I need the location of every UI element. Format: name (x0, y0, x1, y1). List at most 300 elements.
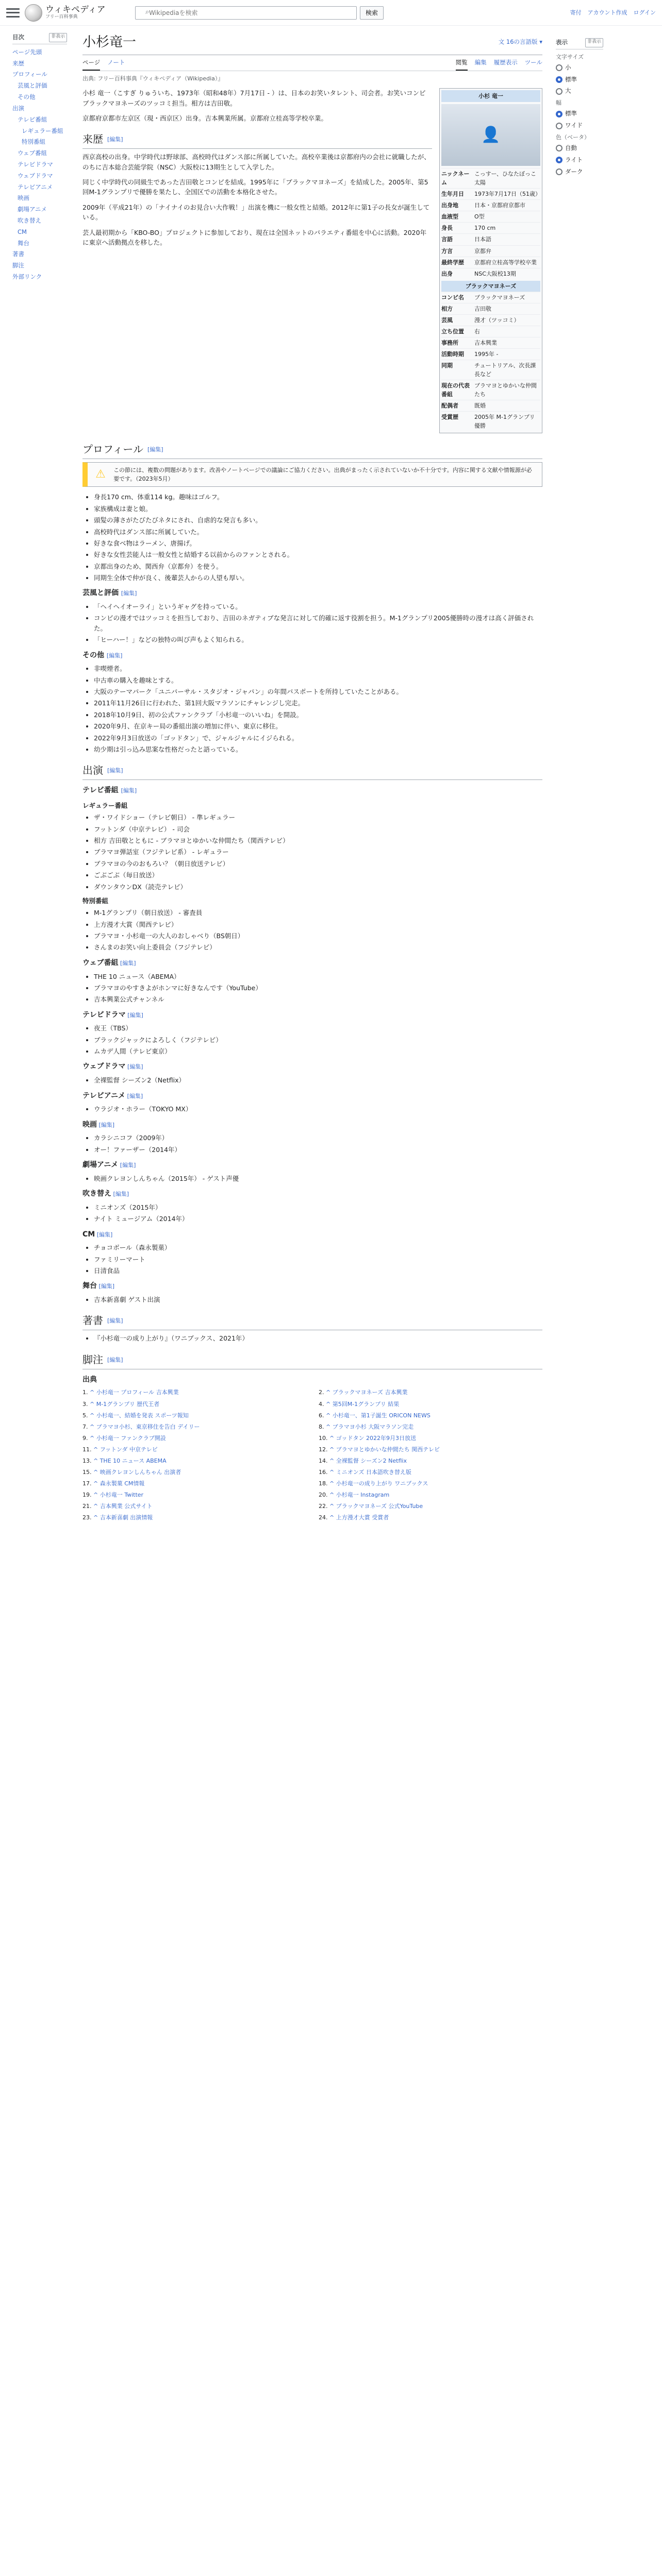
infobox-key: 同期 (441, 362, 453, 369)
infobox-row (441, 380, 540, 400)
infobox-value: 1995年 - (474, 350, 499, 358)
reference-link[interactable]: ^ 上方漫才大賞 受賞者 (329, 1514, 389, 1521)
infobox-key: 事務所 (441, 339, 458, 346)
reference-number: 7. (82, 1423, 90, 1430)
reference-link[interactable]: ^ 小杉竜一 Twitter (93, 1491, 144, 1498)
list-item: • ブラックジャックによろしく（フジテレビ） (94, 1035, 542, 1045)
toc-item[interactable]: ウェブドラマ (18, 172, 53, 179)
reference-number: 14. (319, 1457, 329, 1464)
toc-header (12, 33, 67, 44)
infobox-key: 方言 (441, 247, 453, 255)
list-item: • ブラマヨ弾話室（フジテレビ系） - レギュラー (94, 847, 542, 857)
film_anime-list (82, 1174, 542, 1183)
reference-item (319, 1479, 542, 1488)
infobox-value: 170 cm (474, 225, 496, 232)
list-item: • M-1グランプリ（朝日放送） - 審査員 (94, 908, 542, 918)
section-title: CM (82, 1230, 95, 1239)
reference-item (82, 1456, 306, 1465)
edit-movie-link[interactable]: [編集] (97, 1121, 115, 1128)
profile-photo[interactable]: 👤 (441, 104, 540, 166)
tab-history[interactable]: 履歴表示 (493, 59, 518, 66)
reference-number: 19. (82, 1491, 93, 1498)
reference-link[interactable]: ^ 小杉竜一、第1子誕生 ORICON NEWS (326, 1412, 431, 1419)
reference-item (319, 1411, 542, 1420)
edit-tv-link[interactable]: [編集] (121, 787, 137, 794)
dub-list (82, 1202, 542, 1224)
regular-list (82, 812, 542, 892)
radio-label: 標準 (565, 110, 577, 117)
section-heading-drama (82, 1010, 542, 1021)
section-heading-special: 特別番組 (82, 896, 109, 905)
reference-item (319, 1388, 542, 1397)
infobox-row (441, 411, 540, 431)
infobox-row (441, 233, 540, 245)
infobox-key: 生年月日 (441, 191, 464, 198)
list-item: • ダウンタウンDX（読売テレビ） (94, 882, 542, 892)
reference-number: 4. (319, 1400, 326, 1408)
infobox-key: ニックネーム (441, 171, 470, 187)
section-heading-anime (82, 1091, 542, 1102)
reference-link[interactable]: ^ 吉本興業 公式サイト (93, 1502, 153, 1510)
infobox-row (441, 188, 540, 199)
reference-item (82, 1434, 306, 1443)
infobox-row (441, 245, 540, 257)
radio-button[interactable] (556, 168, 562, 175)
infobox-value: こっすー、ひなたぼっこ 太陽 (474, 171, 537, 187)
toc-item[interactable]: 劇場アニメ (18, 206, 47, 213)
list-item: • ムカデ人間（テレビ東京） (94, 1046, 542, 1056)
reference-number: 13. (82, 1457, 93, 1464)
toc-item[interactable]: 吹き替え (18, 217, 41, 224)
radio-label: 標準 (565, 75, 577, 83)
tab-page[interactable]: ページ (82, 58, 100, 71)
reference-link[interactable]: ^ ブラックマヨネーズ 吉本興業 (326, 1389, 408, 1396)
list-item: • 「ヘイヘイオーライ」というギャグを持っている。 (94, 602, 542, 612)
list-item: • ナイト ミュージアム（2014年） (94, 1214, 542, 1224)
list-item: • ミニオンズ（2015年） (94, 1202, 542, 1212)
warning-icon: ⚠ (95, 468, 106, 481)
list-item: • 大阪のテーマパーク「ユニバーサル・スタジオ・ジャパン」の年間パスポートを所持していたことがある。 (94, 687, 542, 697)
list-item: • ウラジオ・ホラー（TOKYO MX） (94, 1104, 542, 1114)
appearance-header (556, 38, 603, 49)
width-label: 幅 (556, 99, 561, 107)
reference-number: 10. (319, 1434, 329, 1442)
list-item: • カラシニコフ（2009年） (94, 1133, 542, 1143)
radio-option[interactable] (556, 109, 603, 118)
list-item: • 2020年9月、在京キー局の番組出演の増加に伴い、東京に移住。 (94, 721, 542, 731)
reference-item (319, 1400, 542, 1409)
list-item: • 頭髪の薄さがたびたびネタにされ、自虐的な発言も多い。 (94, 515, 542, 525)
list-item: • 夜王（TBS） (94, 1023, 542, 1033)
infobox-key: 出身 (441, 270, 453, 277)
infobox (439, 88, 542, 433)
page-title: 小杉竜一 (82, 35, 137, 50)
page-tabs (82, 58, 542, 71)
width-options (556, 109, 603, 130)
section-title: ウェブ番組 (82, 958, 119, 967)
radio-button[interactable] (556, 111, 562, 117)
tab-talk[interactable]: ノート (107, 59, 125, 66)
list-item: • コンビの漫才ではツッコミを担当しており、吉田のネガティブな発言に対して的確に返す役割を担う。M-1グランプリ2005優勝時の漫才は高く評価された。 (94, 613, 542, 633)
appearance-subsections (82, 958, 542, 1305)
reference-number: 22. (319, 1502, 329, 1510)
reference-link[interactable]: ^ フットンダ 中京テレビ (93, 1446, 158, 1453)
tab-edit[interactable]: 編集 (474, 59, 487, 66)
profile-list (82, 492, 542, 583)
list-item: • さんまのお笑い向上委員会（フジテレビ） (94, 942, 542, 952)
section-heading-books: 著書 [編集] (82, 1313, 542, 1330)
reference-number: 6. (319, 1412, 326, 1419)
movie-list (82, 1133, 542, 1155)
reference-item (319, 1502, 542, 1511)
infobox-row (441, 348, 540, 360)
tab-tools[interactable]: ツール (524, 59, 542, 66)
reference-number: 8. (319, 1423, 326, 1430)
infobox-value: 吉田敬 (474, 305, 491, 312)
toc-item[interactable]: 脚注 (12, 262, 24, 269)
history-section (82, 152, 432, 247)
radio-button[interactable] (556, 157, 562, 163)
list-item: • ブラマヨの今のおもろい？（朝日放送テレビ） (94, 859, 542, 869)
list-item: • オー！ファーザー（2014年） (94, 1145, 542, 1155)
infobox-section: ブラックマヨネーズ (441, 281, 540, 292)
login-link[interactable]: ログイン (633, 9, 656, 16)
site-header (0, 0, 662, 26)
language-count: 16の言語版 (506, 38, 538, 46)
reference-number: 2. (319, 1389, 326, 1396)
toc-item[interactable]: 特別番組 (22, 138, 45, 146)
radio-option[interactable] (556, 121, 603, 130)
main-content (72, 26, 552, 1524)
list-item: • 京都出身のため、関西弁（京都弁）を使う。 (94, 562, 542, 571)
web-list (82, 972, 542, 1005)
reference-number: 9. (82, 1434, 90, 1442)
list-item: • 2011年11月26日に行われた、第1回大阪マラソンにチャレンジし完走。 (94, 698, 542, 708)
toc-item[interactable]: その他 (18, 93, 36, 101)
radio-option[interactable] (556, 144, 603, 153)
reference-item (319, 1422, 542, 1431)
toc-item[interactable]: 芸風と評価 (18, 82, 47, 90)
edit-film_anime-link[interactable]: [編集] (118, 1162, 136, 1169)
maintenance-notice (82, 462, 542, 487)
list-item: • 日清食品 (94, 1266, 542, 1276)
section-heading-film_anime (82, 1160, 542, 1171)
radio-button[interactable] (556, 123, 562, 129)
edit-books-link[interactable]: [編集] (107, 1317, 123, 1325)
section-heading-movie (82, 1120, 542, 1131)
list-item: • 家族構成は妻と娘。 (94, 504, 542, 514)
radio-option[interactable] (556, 167, 603, 177)
reference-item (82, 1445, 306, 1454)
reference-item (319, 1468, 542, 1477)
radio-button[interactable] (556, 145, 562, 151)
list-item: • ファミリーマート (94, 1255, 542, 1264)
create-account-link[interactable]: アカウント作成 (587, 9, 627, 16)
infobox-row (441, 314, 540, 326)
radio-button[interactable] (556, 64, 562, 71)
article-body-2 (82, 442, 542, 1524)
reference-link[interactable]: ^ ブラマヨ小杉、東京移住を告白 デイリー (90, 1423, 200, 1430)
reference-item (82, 1400, 306, 1409)
list-item: • 好きな女性芸能人は一般女性と結婚する以前からのファンとされる。 (94, 550, 542, 560)
infobox-value: ブラマヨとゆかいな仲間たち (474, 382, 537, 398)
infobox-row (441, 168, 540, 188)
infobox-value: 2005年 M-1グランプリ 優勝 (474, 414, 535, 430)
toc-item[interactable]: 映画 (18, 194, 29, 202)
radio-label: 小 (565, 63, 571, 71)
toc-item[interactable]: テレビ番組 (18, 115, 47, 123)
reference-number: 21. (82, 1502, 93, 1510)
edit-geifu-link[interactable]: [編集] (121, 590, 137, 597)
toc-sidebar (0, 26, 72, 1524)
list-item: • 映画クレヨンしんちゃん（2015年） - ゲスト声優 (94, 1174, 542, 1183)
text-size-options (556, 63, 603, 96)
reference-item (319, 1490, 542, 1499)
text-size-label: 文字サイズ (556, 53, 584, 60)
list-item: • 高校時代はダンス部に所属していた。 (94, 527, 542, 537)
toc-item[interactable]: 著書 (12, 250, 24, 258)
section-title: テレビドラマ (82, 1010, 126, 1019)
reference-number: 17. (82, 1480, 93, 1487)
edit-shutsuen-link[interactable]: [編集] (107, 767, 123, 774)
infobox-row (441, 199, 540, 211)
other-list (82, 664, 542, 754)
reference-item (82, 1411, 306, 1420)
infobox-key: 言語 (441, 236, 453, 243)
reference-link[interactable]: ^ 森永製菓 CM情報 (93, 1480, 145, 1487)
infobox-value: 漫才（ツッコミ） (474, 316, 520, 324)
reference-link[interactable]: ^ 小杉竜一 Instagram (329, 1491, 390, 1498)
reference-item (319, 1513, 542, 1522)
edit-web-link[interactable]: [編集] (118, 959, 136, 967)
section-title: 舞台 (82, 1282, 97, 1291)
section-heading-shutsuen: 出演 [編集] (82, 762, 542, 780)
reference-link[interactable]: ^ ミニオンズ 日本語吹き替え版 (329, 1468, 411, 1476)
reference-item (319, 1445, 542, 1454)
radio-label: ワイド (565, 122, 583, 129)
color-options (556, 144, 603, 176)
infobox-rows (441, 168, 540, 279)
toc-item[interactable]: ページ先頭 (12, 48, 42, 56)
toc-item[interactable]: 来歴 (12, 59, 24, 67)
radio-option[interactable] (556, 63, 603, 73)
edit-drama-link[interactable]: [編集] (125, 1011, 143, 1019)
intro-paragraph-2: 京都府京都市左京区（現・西京区）出身。吉本興業所属。京都府立桂高等学校卒業。 (82, 114, 328, 122)
infobox-value: 日本語 (474, 236, 491, 243)
radio-option[interactable] (556, 75, 603, 84)
reference-item (82, 1490, 306, 1499)
radio-option[interactable] (556, 87, 603, 96)
toc-item[interactable]: 舞台 (18, 239, 29, 247)
stage-list (82, 1295, 542, 1304)
reference-number: 11. (82, 1446, 93, 1453)
section-title: 映画 (82, 1120, 97, 1129)
donate-link[interactable]: 寄付 (570, 9, 582, 16)
edit-dub-link[interactable]: [編集] (111, 1191, 129, 1198)
list-item: • ブラマヨのやすきよがホンマに好きなんです（YouTube） (94, 983, 542, 993)
infobox-value: 吉本興業 (474, 339, 497, 346)
infobox-key: コンビ名 (441, 294, 464, 301)
infobox-value: 右 (474, 328, 480, 335)
intro-paragraph: 小杉 竜一（こすぎ りゅういち、1973年（昭和48年）7月17日 - ）は、日本のお笑いタレント、司会者。お笑いコンビ ブラックマヨネーズのツッコミ担当。相方は吉田敬。 (82, 89, 426, 107)
search-button[interactable]: 検索 (360, 6, 384, 20)
toc-hide-button[interactable]: 非表示 (49, 33, 67, 42)
logo-subtitle: フリー百科事典 (45, 14, 78, 20)
reference-link[interactable]: ^ 映画クレヨンしんちゃん 出演者 (93, 1468, 181, 1476)
reference-link[interactable]: ^ 第5回M-1グランプリ 結果 (326, 1400, 400, 1408)
reference-link[interactable]: ^ ブラマヨとゆかいな仲間たち 関西テレビ (329, 1446, 440, 1453)
list-item: • 中古車の購入を趣味とする。 (94, 675, 542, 685)
geifu-list (82, 602, 542, 645)
wikipedia-globe-icon (25, 4, 42, 22)
infobox-row (441, 337, 540, 348)
books-list (82, 1333, 542, 1343)
list-item: • ごぶごぶ（毎日放送） (94, 870, 542, 880)
reference-number: 20. (319, 1491, 329, 1498)
search-input[interactable] (135, 6, 357, 20)
section-heading-other: その他 [編集] (82, 651, 123, 659)
radio-button[interactable] (556, 88, 562, 95)
infobox-value: 日本・京都府京都市 (474, 202, 525, 209)
edit-stage-link[interactable]: [編集] (97, 1283, 115, 1290)
reference-link[interactable]: ^ 吉本新喜劇 出演情報 (93, 1514, 153, 1521)
toc-item[interactable]: ウェブ番組 (18, 149, 47, 157)
reference-list (82, 1388, 542, 1524)
reference-link[interactable]: ^ 小杉竜一 プロフィール 吉本興業 (90, 1389, 179, 1396)
reference-link[interactable]: ^ 小杉竜一、結婚を発表 スポーツ報知 (90, 1412, 189, 1419)
drama-list (82, 1023, 542, 1056)
list-item: • 相方 吉田敬とともに - ブラマヨとゆかいな仲間たち（関西テレビ） (94, 836, 542, 845)
reference-number: 23. (82, 1514, 93, 1521)
history-paragraph: 西京高校の出身。中学時代は野球部、高校時代はダンス部に所属していた。高校卒業後は京都府内の会社に就職したが、のちに吉本総合芸能学院（NSC）大阪校に13期生として入学した。 (82, 153, 431, 171)
list-item: • 全裸監督 シーズン2（Netflix） (94, 1075, 542, 1085)
infobox-value: 既婚 (474, 402, 486, 410)
edit-profile-link[interactable]: [編集] (147, 446, 163, 453)
radio-option[interactable] (556, 156, 603, 165)
infobox-key: 芸風 (441, 316, 453, 324)
infobox-value: 1973年7月17日（51歳） (474, 191, 541, 198)
section-heading-profile: プロフィール [編集] (82, 442, 542, 459)
radio-button[interactable] (556, 76, 562, 83)
reference-link[interactable]: ^ 小杉竜一 ファンクラブ開設 (90, 1434, 166, 1442)
tab-read[interactable]: 閲覧 (456, 58, 468, 71)
infobox-title: 小杉 竜一 (441, 90, 540, 102)
list-item: • 非喫煙者。 (94, 664, 542, 673)
section-heading-regular: レギュラー番組 (82, 801, 128, 809)
site-logo[interactable] (25, 4, 123, 22)
list-item: • 幼少期は引っ込み思案な性格だったと語っている。 (94, 744, 542, 754)
section-title: ウェブドラマ (82, 1062, 126, 1071)
toc-title: 目次 (12, 33, 24, 41)
list-item: • 『小杉竜一の成り上がり』（ワニブックス、2021年） (94, 1333, 542, 1343)
list-item: • 同期生全体で仲が良く、後輩芸人からの人望も厚い。 (94, 573, 542, 583)
reference-link[interactable]: ^ M-1グランプリ 歴代王者 (90, 1400, 160, 1408)
title-row (82, 32, 542, 55)
infobox-key: 出身地 (441, 202, 458, 209)
list-item: • チョコボール（森永製菓） (94, 1243, 542, 1252)
special-list (82, 908, 542, 953)
article-body (82, 88, 432, 252)
reference-item (82, 1388, 306, 1397)
language-button[interactable]: 文 16の言語版 ▾ (498, 38, 542, 46)
main-menu-button[interactable] (6, 8, 20, 18)
reference-number: 1. (82, 1389, 90, 1396)
edit-webdrama-link[interactable]: [編集] (125, 1063, 143, 1071)
reference-number: 15. (82, 1468, 93, 1476)
reference-number: 18. (319, 1480, 329, 1487)
reference-link[interactable]: ^ 全裸監督 シーズン2 Netflix (329, 1457, 407, 1464)
appearance-hide-button[interactable]: 非表示 (585, 38, 603, 47)
reference-number: 16. (319, 1468, 329, 1476)
infobox-key: 立ち位置 (441, 328, 464, 335)
reference-link[interactable]: ^ THE 10 ニュース ABEMA (93, 1457, 167, 1464)
list-item: • ブラマヨ・小杉竜一の大人のおしゃべり（BS朝日） (94, 931, 542, 941)
section-heading-web (82, 958, 542, 969)
infobox-key: 血液型 (441, 213, 458, 221)
infobox-key: 現在の代表番組 (441, 382, 470, 398)
webdrama-list (82, 1075, 542, 1085)
reference-link[interactable]: ^ ゴッドタン 2022年9月3日放送 (329, 1434, 416, 1442)
section-heading-cm (82, 1229, 542, 1241)
radio-label: ライト (565, 156, 583, 163)
infobox-rows-2 (441, 292, 540, 432)
toc-item[interactable]: 外部リンク (12, 273, 42, 281)
anime-list (82, 1104, 542, 1114)
page-source: 出典: フリー百科事典『ウィキペディア（Wikipedia）』 (82, 75, 224, 82)
toc-item[interactable]: レギュラー番組 (22, 127, 63, 134)
infobox-row (441, 222, 540, 233)
edit-anime-link[interactable]: [編集] (125, 1092, 143, 1099)
reference-link[interactable]: ^ 小杉竜一の成り上がり ワニブックス (329, 1480, 428, 1487)
reference-link[interactable]: ^ ブラックマヨネーズ 公式YouTube (329, 1502, 423, 1510)
toc-item[interactable]: CM (18, 228, 27, 235)
section-title: テレビアニメ (82, 1091, 126, 1100)
infobox-key: 受賞歴 (441, 414, 458, 421)
reference-item (82, 1468, 306, 1477)
list-item: • 上方漫才大賞（関西テレビ） (94, 920, 542, 929)
toc-list (12, 47, 67, 283)
list-item: • 身長170 cm、体重114 kg。趣味はゴルフ。 (94, 492, 542, 502)
edit-notes-link[interactable]: [編集] (107, 1356, 123, 1363)
toc-item[interactable]: テレビアニメ (18, 183, 53, 191)
cm-list (82, 1243, 542, 1276)
reference-link[interactable]: ^ ブラマヨ小杉 大阪マラソン完走 (326, 1423, 414, 1430)
section-heading-dub (82, 1189, 542, 1200)
infobox-row (441, 326, 540, 337)
logo-title: ウィキペディア (45, 5, 106, 15)
infobox-value: ブラックマヨネーズ (474, 294, 525, 301)
infobox-key: 最終学歴 (441, 259, 464, 266)
section-heading-history: 来歴 [編集] (82, 131, 432, 149)
list-item: • 好きな食べ物はラーメン、唐揚げ。 (94, 538, 542, 548)
infobox-row (441, 303, 540, 314)
infobox-row (441, 268, 540, 279)
toc-item[interactable]: プロフィール (12, 71, 47, 78)
notice-text: この節には、複数の問題があります。改善やノートページでの議論にご協力ください。出典がまったく示されていないか不十分です。内容に関する文献や情報源が必要です。（2023年5月） (113, 467, 532, 483)
user-links (570, 8, 656, 17)
list-item: • THE 10 ニュース（ABEMA） (94, 972, 542, 981)
toc-item[interactable]: テレビドラマ (18, 160, 53, 168)
toc-item[interactable]: 出演 (12, 104, 24, 112)
edit-cm-link[interactable]: [編集] (95, 1231, 113, 1238)
infobox-key: 相方 (441, 305, 453, 312)
reference-item (82, 1422, 306, 1431)
edit-other-link[interactable]: [編集] (106, 652, 123, 659)
reference-number: 24. (319, 1514, 329, 1521)
section-title: 劇場アニメ (82, 1161, 119, 1170)
edit-history-link[interactable]: [編集] (107, 136, 123, 143)
list-item: • ザ・ワイドショー（テレビ朝日） - 準レギュラー (94, 812, 542, 822)
